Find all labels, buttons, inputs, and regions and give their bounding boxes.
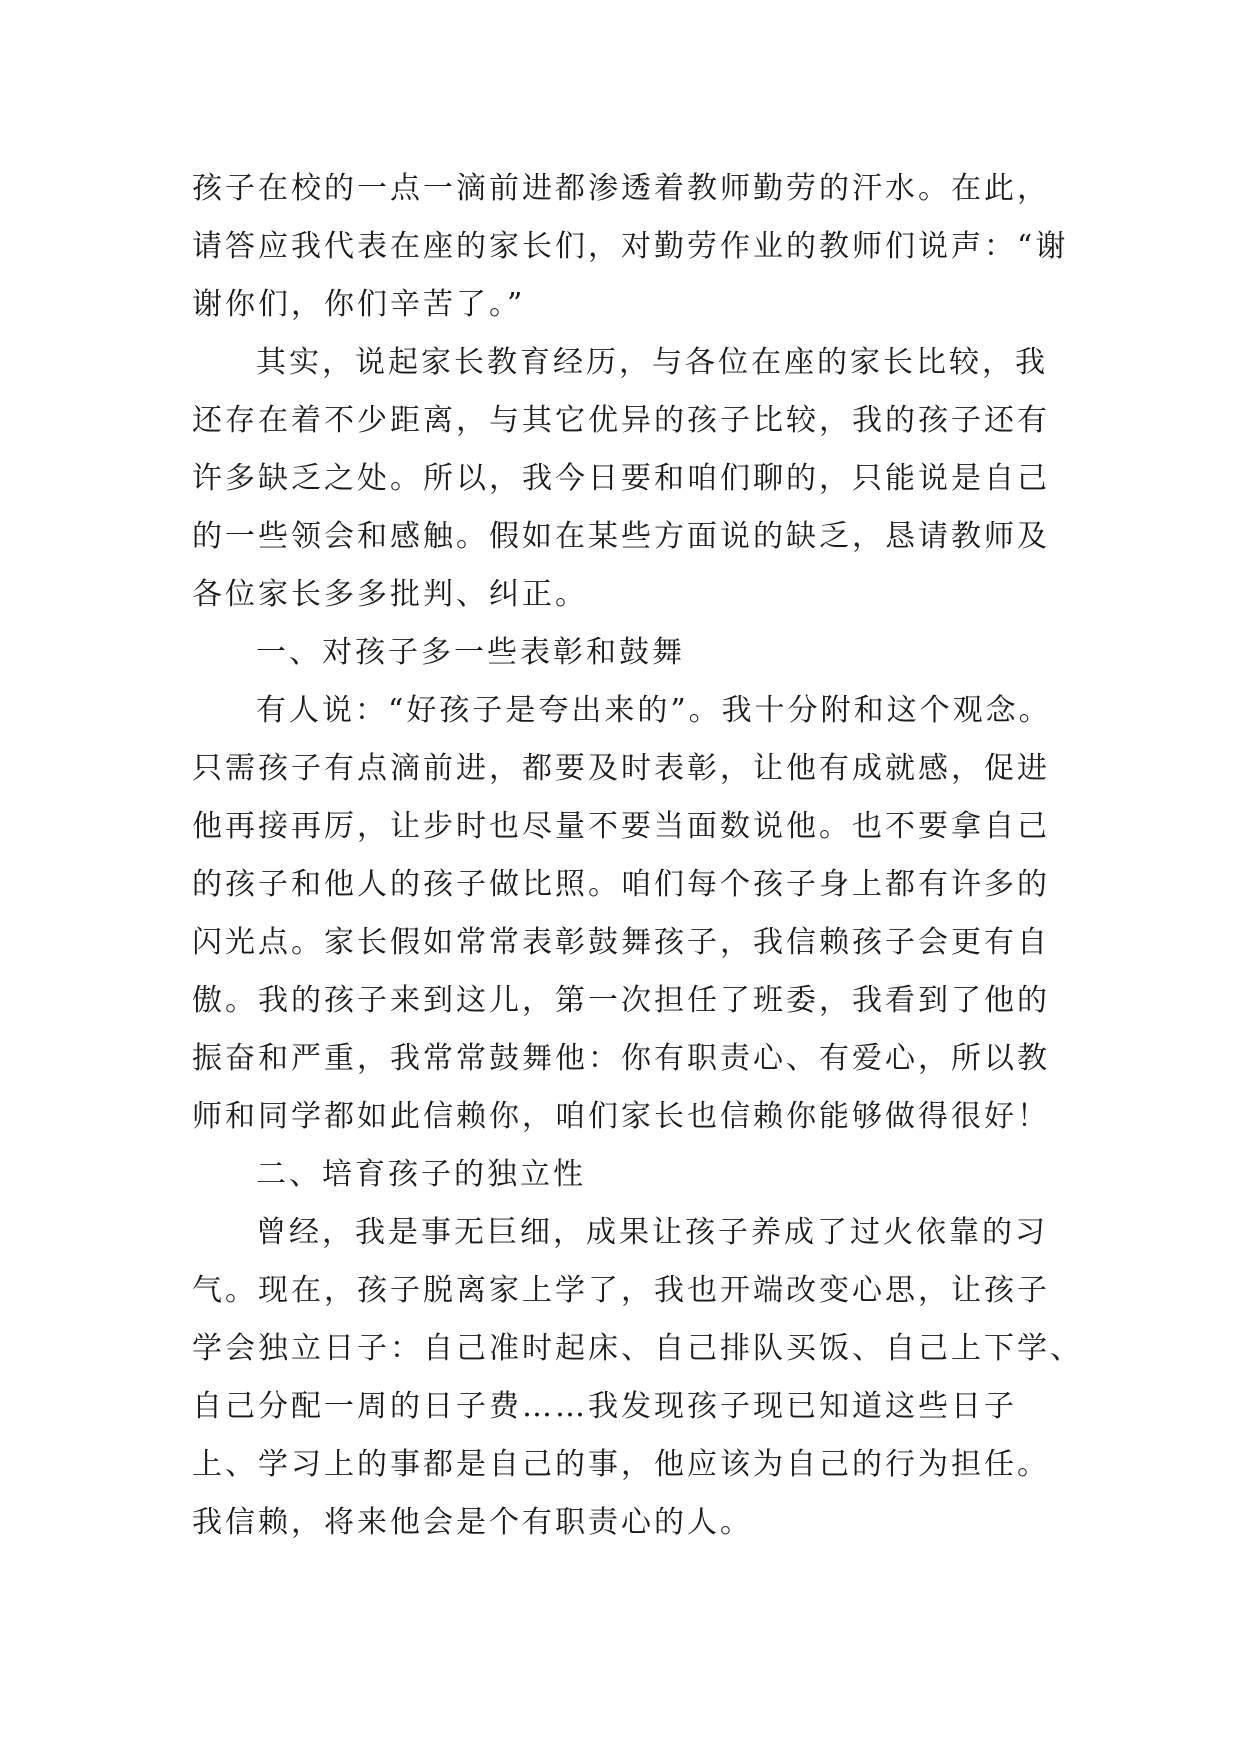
paragraph-start-line: 曾经，我是事无巨细，成果让孩子养成了过火依靠的习	[256, 1215, 1048, 1250]
paragraph-start-line: 有人说：“好孩子是夸出来的”。我十分附和这个观念。	[256, 693, 1052, 728]
text-line: 谢你们，你们辛苦了。”	[192, 287, 526, 322]
text-line: 傲。我的孩子来到这儿，第一次担任了班委，我看到了他的	[192, 983, 1050, 1018]
text-line: 各位家长多多批判、纠正。	[192, 577, 588, 612]
text-line: 许多缺乏之处。所以，我今日要和咱们聊的，只能说是自己	[192, 461, 1050, 496]
text-line: 只需孩子有点滴前进，都要及时表彰，让他有成就感，促进	[192, 751, 1050, 786]
paragraph-start-line: 其实，说起家长教育经历，与各位在座的家长比较，我	[256, 345, 1048, 380]
document-body	[192, 160, 1083, 1552]
text-line: 请答应我代表在座的家长们，对勤劳作业的教师们说声：“谢	[192, 229, 1069, 264]
text-line: 气。现在，孩子脱离家上学了，我也开端改变心思，让孩子	[192, 1273, 1050, 1308]
text-line: 上、学习上的事都是自己的事，他应该为自己的行为担任。	[192, 1447, 1050, 1482]
text-line: 他再接再厉，让步时也尽量不要当面数说他。也不要拿自己	[192, 809, 1050, 844]
text-line: 振奋和严重，我常常鼓舞他：你有职责心、有爱心，所以教	[192, 1041, 1050, 1076]
text-line: 学会独立日子：自己准时起床、自己排队买饭、自己上下学、	[192, 1331, 1083, 1366]
text-line: 自己分配一周的日子费……我发现孩子现已知道这些日子	[192, 1389, 1017, 1424]
text-line: 师和同学都如此信赖你，咱们家长也信赖你能够做得很好！	[192, 1099, 1050, 1134]
text-line: 还存在着不少距离，与其它优异的孩子比较，我的孩子还有	[192, 403, 1050, 438]
text-line: 我信赖，将来他会是个有职责心的人。	[192, 1505, 753, 1540]
section-heading: 一、对孩子多一些表彰和鼓舞	[256, 635, 685, 670]
text-line: 的孩子和他人的孩子做比照。咱们每个孩子身上都有许多的	[192, 867, 1050, 902]
text-line: 闪光点。家长假如常常表彰鼓舞孩子，我信赖孩子会更有自	[192, 925, 1050, 960]
text-line: 的一些领会和感触。假如在某些方面说的缺乏，恳请教师及	[192, 519, 1050, 554]
section-heading: 二、培育孩子的独立性	[256, 1157, 586, 1192]
text-line: 孩子在校的一点一滴前进都渗透着教师勤劳的汗水。在此，	[192, 171, 1050, 206]
